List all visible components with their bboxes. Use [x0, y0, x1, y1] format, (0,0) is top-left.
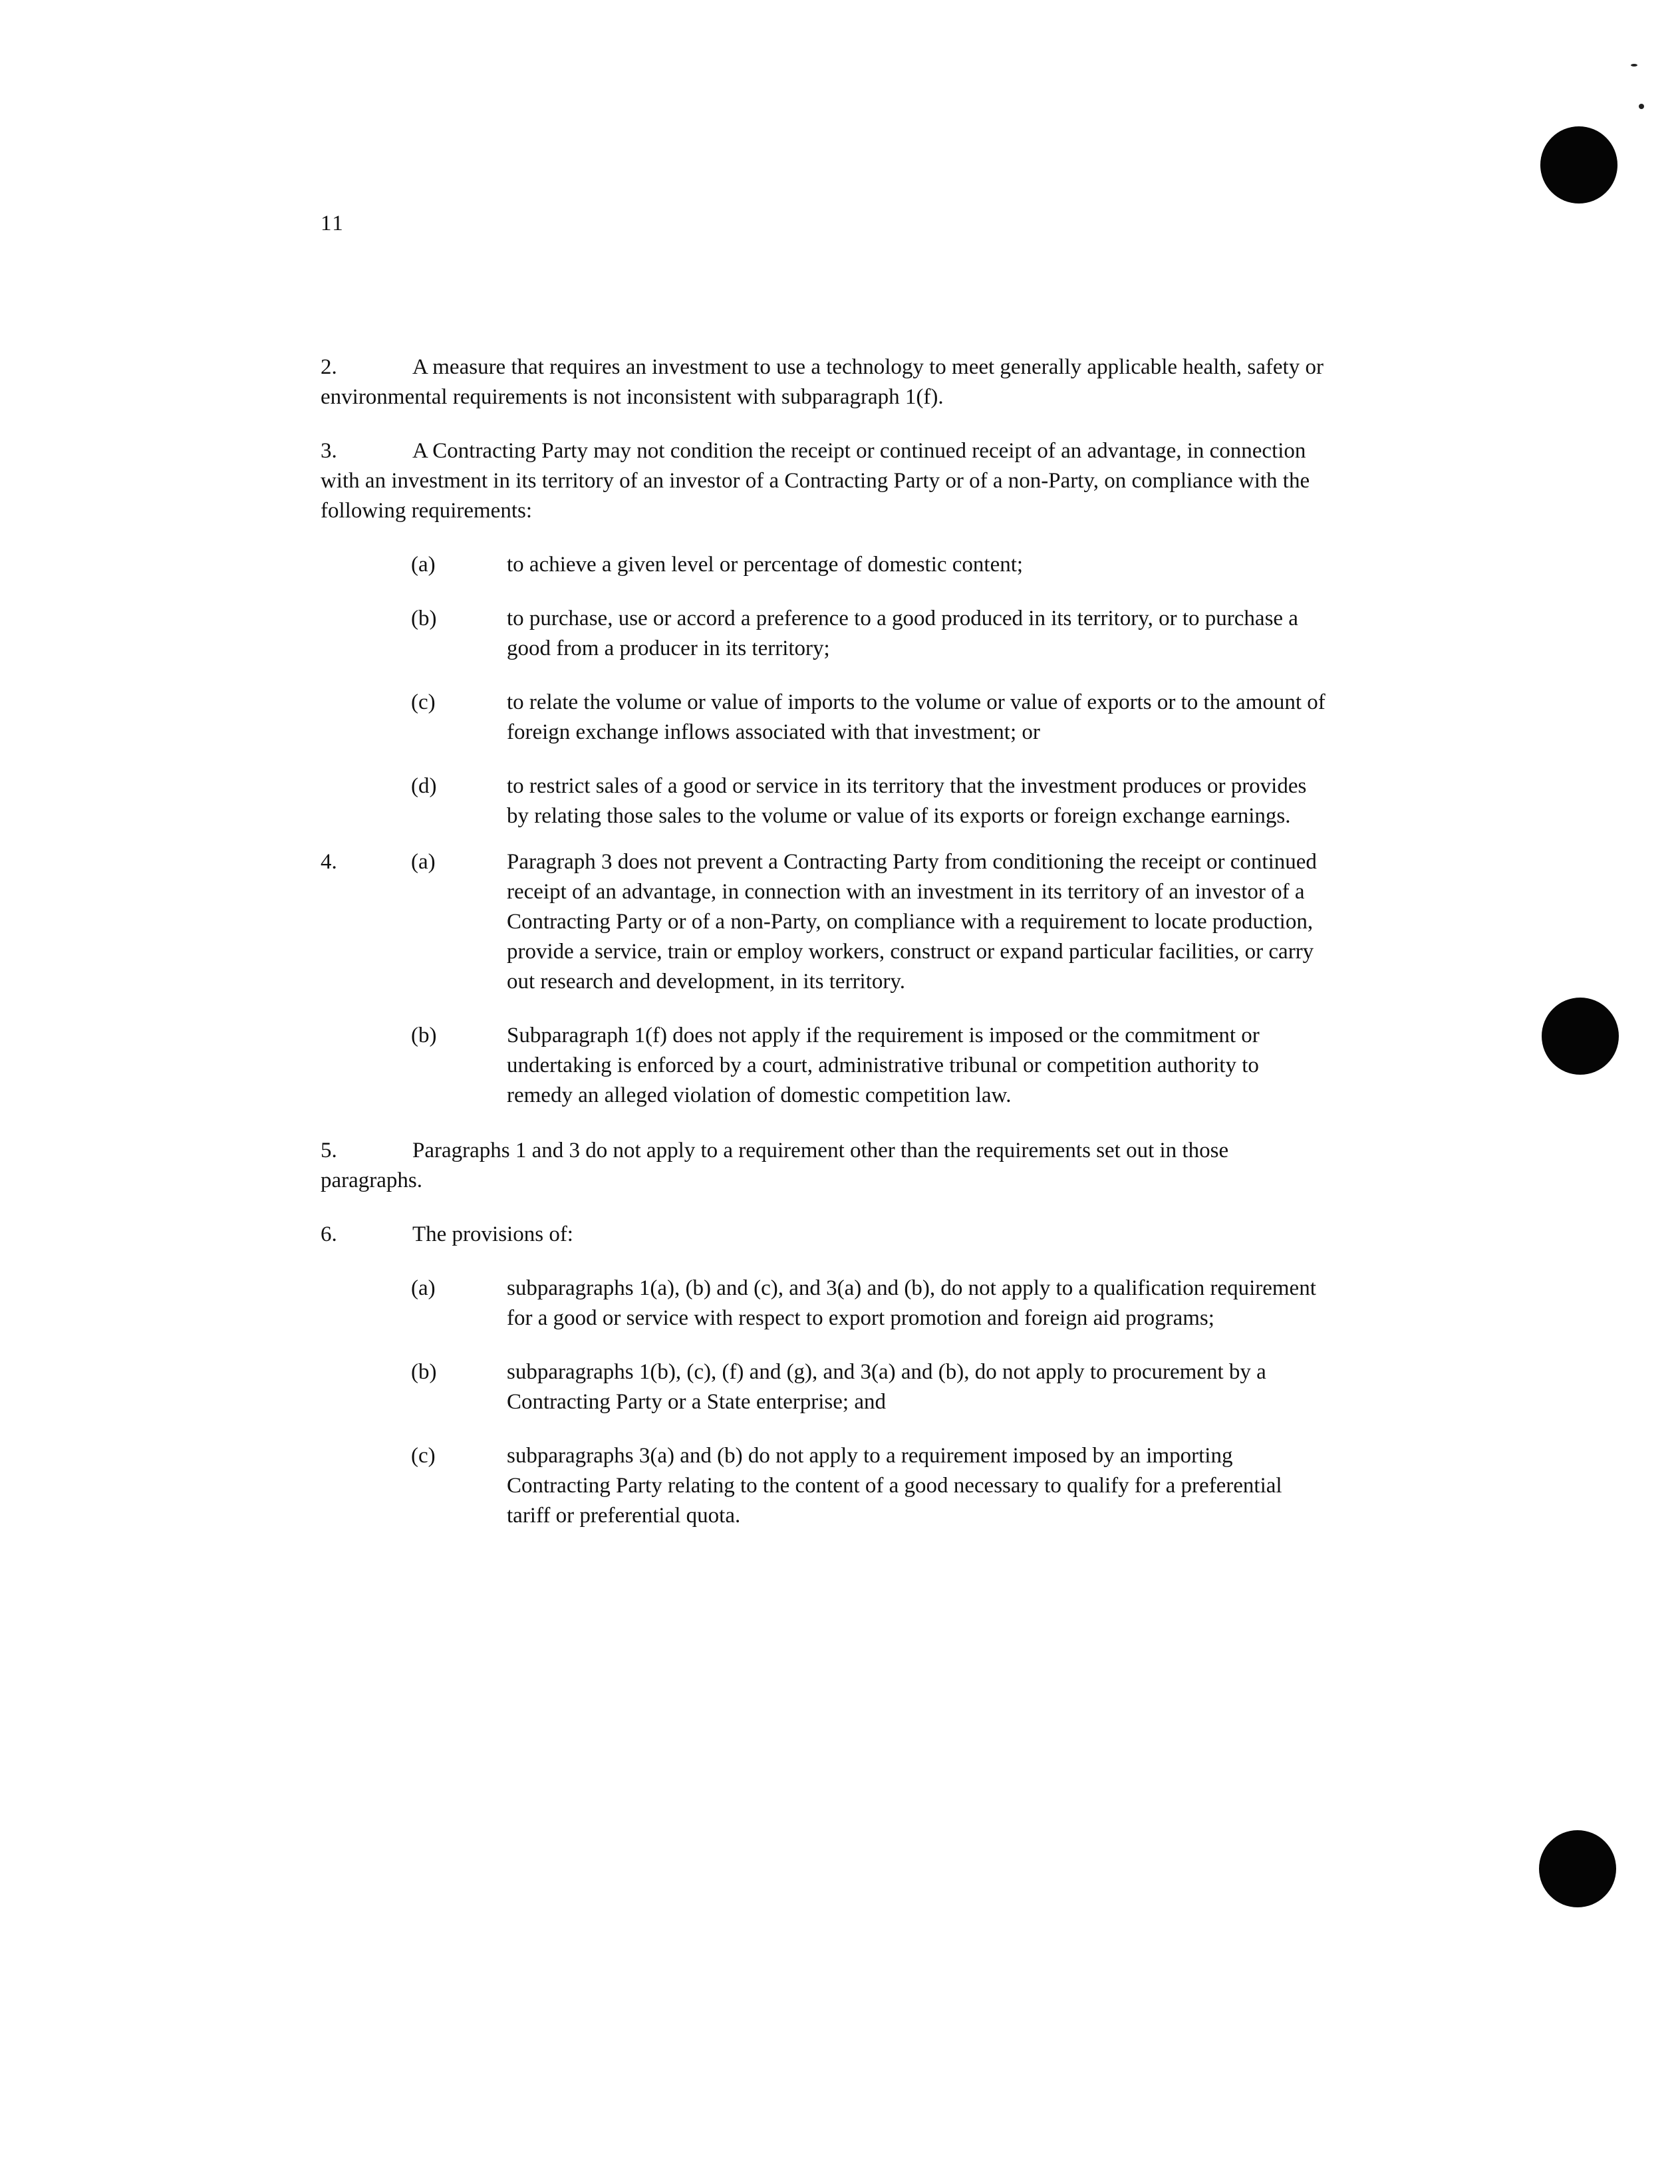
page-number: 11: [321, 211, 345, 235]
paragraph-number: 6.: [321, 1222, 337, 1246]
subparagraph-label: (b): [411, 1024, 437, 1047]
paragraph-text: The provisions of:: [412, 1222, 573, 1246]
scan-speck: [1631, 64, 1637, 67]
punch-hole-mark: [1542, 998, 1619, 1075]
subparagraph-6a: [321, 1274, 1328, 1333]
paragraph-number: 4.: [321, 850, 337, 874]
paragraph-text: A Contracting Party may not condition the receipt or continued receipt of an advantage, in connection with an investment in its territory of an investor of a Contracting Party or of a non-Party, on compliance with the following requirements:: [321, 439, 1310, 523]
punch-hole-mark: [1539, 1830, 1616, 1907]
paragraph-3: [321, 436, 1328, 526]
paragraph-6: [321, 1220, 1328, 1250]
subparagraph-3a: [321, 550, 1328, 580]
subparagraph-4a: [321, 847, 1328, 997]
subparagraph-label: (a): [411, 553, 436, 577]
subparagraph-label: (c): [411, 1444, 436, 1468]
subparagraph-text: Subparagraph 1(f) does not apply if the requirement is imposed or the commitment or undertaking is enforced by a court, administrative tribunal or competition authority to remedy an alleged violation of domestic competition law.: [507, 1024, 1260, 1107]
paragraph-text: Paragraphs 1 and 3 do not apply to a requirement other than the requirements set out in those paragraphs.: [321, 1139, 1229, 1192]
subparagraph-label: (b): [411, 607, 437, 630]
subparagraph-text: to purchase, use or accord a preference to a good produced in its territory, or to purchase a good from a producer in its territory;: [507, 607, 1298, 660]
subparagraph-text: subparagraphs 3(a) and (b) do not apply to a requirement imposed by an importing Contracting Party relating to the content of a good necessary to qualify for a preferential tariff or preferential quota.: [507, 1444, 1282, 1528]
document-body: [321, 352, 1328, 1555]
subparagraph-label: (b): [411, 1360, 437, 1384]
paragraph-5: [321, 1136, 1328, 1196]
subparagraph-4b: [321, 1021, 1328, 1111]
paragraph-number: 2.: [321, 355, 337, 379]
subparagraph-text: subparagraphs 1(a), (b) and (c), and 3(a) and (b), do not apply to a qualification requirement for a good or service with respect to export promotion and foreign aid programs;: [507, 1276, 1316, 1330]
paragraph-number: 3.: [321, 439, 337, 463]
paragraph-number: 5.: [321, 1139, 337, 1162]
paragraph-2: [321, 352, 1328, 412]
subparagraph-text: subparagraphs 1(b), (c), (f) and (g), and 3(a) and (b), do not apply to procurement by a Contracting Party or a State enterprise; and: [507, 1360, 1266, 1414]
subparagraph-label: (c): [411, 690, 436, 714]
subparagraph-label: (a): [411, 1276, 436, 1300]
scan-speck: [1639, 104, 1644, 109]
subparagraph-3d: [321, 771, 1328, 831]
subparagraph-6b: [321, 1357, 1328, 1417]
subparagraph-3c: [321, 688, 1328, 748]
subparagraph-label: (a): [411, 850, 436, 874]
subparagraph-text: to restrict sales of a good or service in its territory that the investment produces or provides by relating those sales to the volume or value of its exports or foreign exchange earnings.: [507, 774, 1307, 828]
subparagraph-text: to achieve a given level or percentage of domestic content;: [507, 553, 1024, 577]
punch-hole-mark: [1540, 126, 1617, 204]
subparagraph-label: (d): [411, 774, 437, 798]
subparagraph-3b: [321, 604, 1328, 664]
paragraph-text: A measure that requires an investment to use a technology to meet generally applicable health, safety or environmental requirements is not inconsistent with subparagraph 1(f).: [321, 355, 1324, 409]
subparagraph-text: to relate the volume or value of imports to the volume or value of exports or to the amount of foreign exchange inflows associated with that investment; or: [507, 690, 1326, 744]
subparagraph-text: Paragraph 3 does not prevent a Contracting Party from conditioning the receipt or continued receipt of an advantage, in connection with an investment in its territory of an investor of a Contracting Party or of a non-Party, on compliance with a requirement to locate production, provide a service, train or employ workers, construct or expand particular facilities, or carry out research and development, in its territory.: [507, 850, 1317, 994]
subparagraph-6c: [321, 1441, 1328, 1531]
